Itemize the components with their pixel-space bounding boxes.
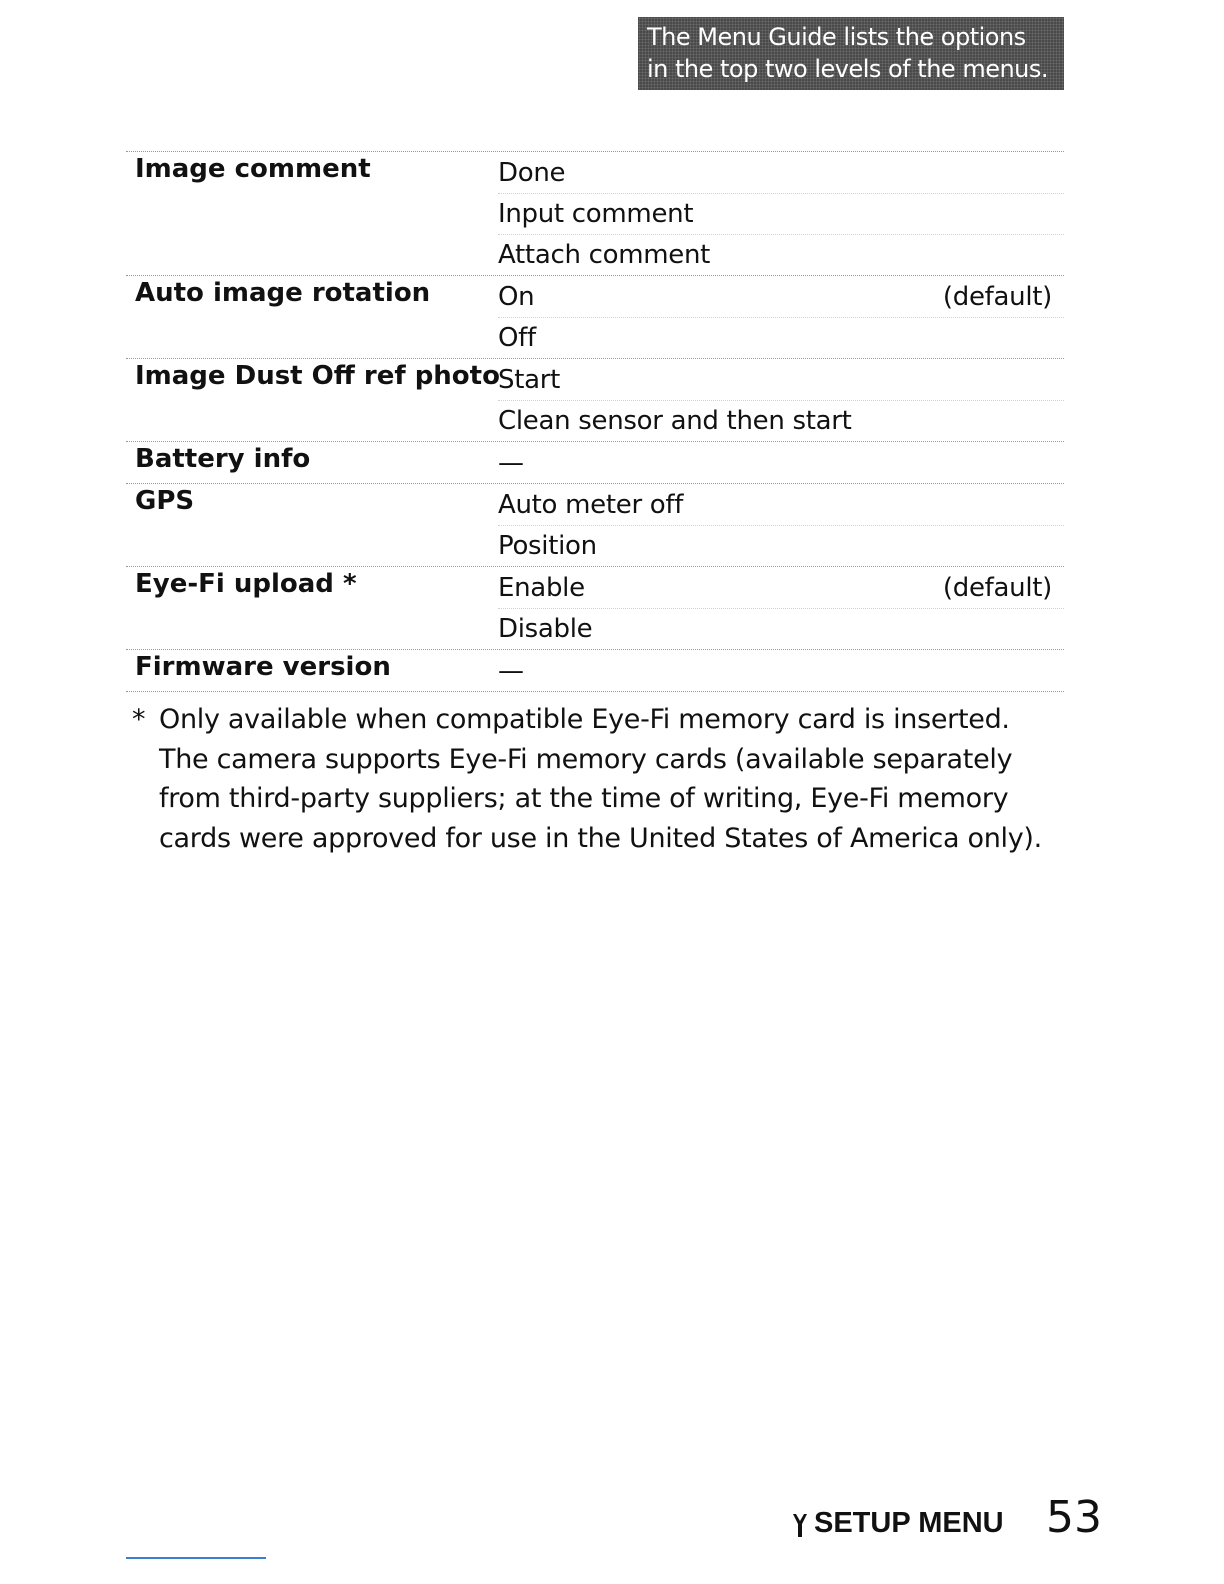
option-row <box>498 650 1064 691</box>
menu-item-label: Auto image rotation <box>135 278 431 308</box>
option-row <box>498 400 1064 441</box>
option-text: Input comment <box>498 199 694 229</box>
footnote-marker: * <box>132 704 146 735</box>
option-row <box>498 152 1064 193</box>
menu-item-label: GPS <box>135 486 195 516</box>
option-row <box>498 359 1064 400</box>
menu-row-image-comment <box>126 151 1064 275</box>
menu-item-label: Firmware version <box>135 652 391 682</box>
menu-row-battery-info <box>126 441 1064 483</box>
option-text: — <box>498 655 524 686</box>
menu-guide-banner <box>638 17 1064 90</box>
option-text: Disable <box>498 614 593 644</box>
option-default-note: (default) <box>942 281 1052 312</box>
option-text: Attach comment <box>498 240 711 270</box>
option-row <box>498 484 1064 525</box>
menu-row-eye-fi-upload <box>126 566 1064 649</box>
menu-item-label: Eye-Fi upload * <box>135 569 357 599</box>
scan-mark-line <box>126 1557 266 1559</box>
option-text: — <box>498 447 524 478</box>
wrench-icon <box>792 1507 814 1539</box>
footnote-text: Only available when compatible Eye-Fi memory card is inserted. The camera supports Eye-Fi memory cards (available separately from third-party suppliers; at the time of writing, Eye-Fi memory cards were approved for use in the United States of America only). <box>159 704 1042 854</box>
menu-item-label: Image comment <box>135 154 371 184</box>
section-label <box>792 1503 1004 1543</box>
menu-row-image-dust-off <box>126 358 1064 441</box>
banner-line-2: in the top two levels of the menus. <box>647 55 1049 83</box>
option-text: Done <box>498 157 566 188</box>
option-row <box>498 442 1064 483</box>
option-row <box>498 567 1064 608</box>
option-text: On <box>498 281 535 312</box>
menu-row-firmware-version <box>126 649 1064 692</box>
option-row <box>498 608 1064 649</box>
footnote <box>132 700 1062 858</box>
menu-row-gps <box>126 483 1064 566</box>
menu-row-auto-image-rotation <box>126 275 1064 358</box>
option-text: Start <box>498 364 561 395</box>
option-row <box>498 276 1064 317</box>
option-text: Clean sensor and then start <box>498 406 852 436</box>
option-text: Enable <box>498 572 585 603</box>
option-row <box>498 317 1064 358</box>
menu-item-label: Battery info <box>135 444 311 474</box>
setup-menu-table <box>126 151 1064 692</box>
option-text: Position <box>498 531 597 561</box>
option-text: Off <box>498 323 536 353</box>
option-row <box>498 525 1064 566</box>
banner-line-1: The Menu Guide lists the options <box>647 23 1026 51</box>
page-number: 53 <box>1046 1492 1102 1543</box>
menu-item-label: Image Dust Off ref photo <box>135 361 500 391</box>
section-name: SETUP MENU <box>814 1507 1004 1539</box>
option-row <box>498 234 1064 275</box>
option-row <box>498 193 1064 234</box>
option-default-note: (default) <box>942 572 1052 603</box>
option-text: Auto meter off <box>498 489 684 520</box>
